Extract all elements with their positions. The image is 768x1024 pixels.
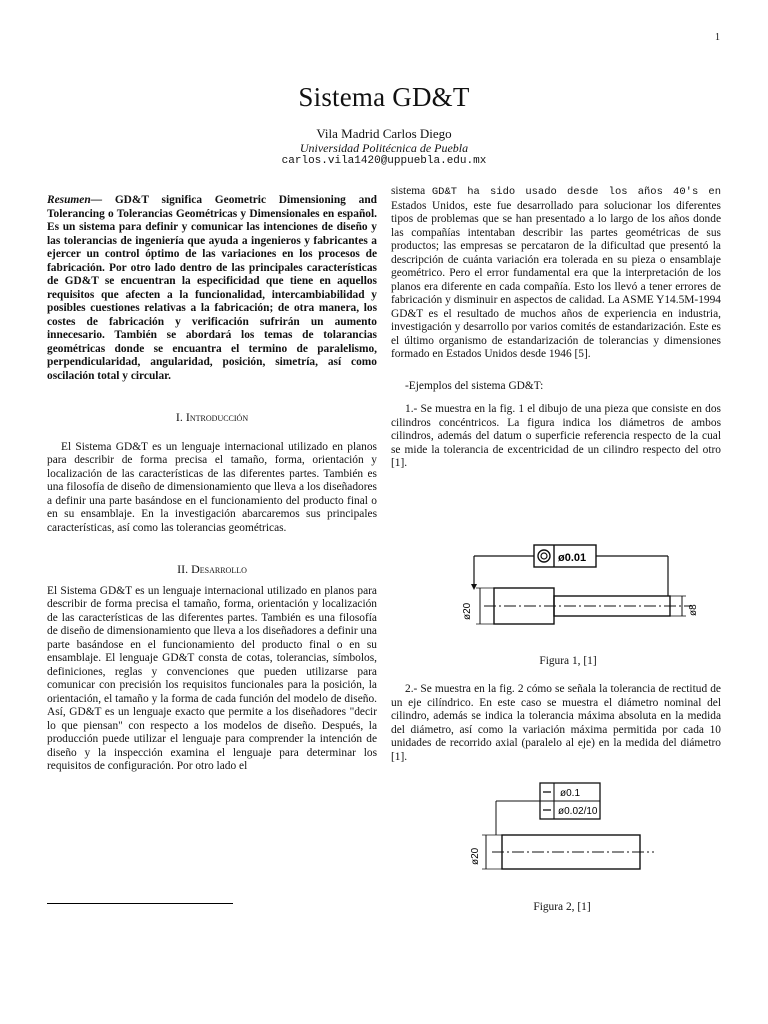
abstract-label: Resumen xyxy=(47,194,91,206)
figure-1-drawing xyxy=(456,538,726,648)
figure-1 xyxy=(456,538,726,648)
section-heading-desarrollo xyxy=(47,563,377,577)
footnote-rule xyxy=(47,903,233,904)
section-number: I. xyxy=(175,410,183,424)
dim-left-label: ø20 xyxy=(470,847,481,865)
paper-title: Sistema GD&T xyxy=(298,82,470,112)
section-title: Desarrollo xyxy=(191,562,247,576)
left-column xyxy=(47,194,377,774)
section-number: II. xyxy=(177,562,189,576)
concentricity-symbol-icon xyxy=(538,550,550,562)
frame-tolerance-text-2: ø0.02/10 xyxy=(558,806,598,817)
right-column xyxy=(391,185,721,471)
figure-2-drawing xyxy=(462,777,662,889)
examples-heading: -Ejemplos del sistema GD&T: xyxy=(405,379,544,392)
figure-1-caption: Figura 1, [1] xyxy=(539,655,597,667)
desarrollo-paragraph: El Sistema GD&T es un lenguaje internacional utilizado en planos para describir de forma precisa el tamaño, forma, orientación y localización de las características de las diferentes partes. También es una filosofía de diseño de dimensionamiento que lleva a los diseñadores a definir una parte basándose en el funcionamiento del producto final o en su ensamblaje. El lenguaje GD&T consta de cotas, tolerancias, símbolos, definiciones, reglas y convenciones que pueden utilizarse para comunicar con precisión los requisitos funcionales para la posición, la orientación, el tamaño y la forma de cada función del modelo de diseño. Así, GD&T es un lenguaje exacto que permite a los diseñadores "decir lo que piensan" con respecto a los modelos de diseño. Después, la producción puede utilizar el lenguaje para comprender la intención de diseño y la inspección examina el lenguaje para determinar los requisitos de configuración. Por otro lado el xyxy=(47,584,377,772)
lead-word: sistema xyxy=(391,185,426,197)
example-1: 1.- Se muestra en la fig. 1 el dibujo de una pieza que consiste en dos cilindros concéntricos. La figura indica los diámetros de ambos cilindros, además del datum o superficie referencia respecto de la cual se mide la tolerancia de excentricidad de un cilindro respecto del otro [1]. xyxy=(391,403,721,469)
introduction-paragraph: El Sistema GD&T es un lenguaje internacional utilizado en planos para describir de forma precisa el tamaño, forma, orientación y localización de las características de las diferentes partes. También es una filosofía de diseño de dimensionamiento que lleva a los diseñadores a definir una parte basándose en el funcionamiento del producto final o en su ensamblaje. En la investigación abarcaremos sus principales características, así como las tolerancias geométricas. xyxy=(47,440,377,534)
author-name: Vila Madrid Carlos Diego xyxy=(316,126,452,141)
example-2: 2.- Se muestra en la fig. 2 cómo se señala la tolerancia de rectitud de un eje cilíndrico. En este caso se muestra el diámetro nominal del cilindro, además se indica la tolerancia máxima absoluta en la medida del diámetro, así como la variación máxima permitida por cada 10 unidades de recorrido axial (paralelo al eje) en la medida del diámetro [1]. xyxy=(391,683,721,763)
page-number: 1 xyxy=(715,32,720,43)
section-title: Introducción xyxy=(185,410,249,424)
abstract xyxy=(47,194,377,383)
section-heading-introduccion xyxy=(47,411,377,425)
author-email[interactable]: carlos.vila1420@uppuebla.edu.mx xyxy=(281,155,487,167)
frame-tolerance-text-1: ø0.1 xyxy=(560,788,581,799)
figure-2-caption: Figura 2, [1] xyxy=(533,901,591,913)
figure-2 xyxy=(462,777,662,889)
right-column-lower xyxy=(391,683,721,764)
dim-right-label: ø8 xyxy=(688,604,699,616)
frame-tolerance-text: ø0.01 xyxy=(558,552,587,564)
history-paragraph xyxy=(391,185,721,362)
mono-run: GD&T ha sido usado desde los años 40's en xyxy=(431,186,721,198)
affiliation: Universidad Politécnica de Puebla xyxy=(299,141,469,155)
dim-left-label: ø20 xyxy=(462,602,473,620)
history-text: Estados Unidos, este fue desarrollado para solucionar los diferentes tipos de problemas que se han presentado a lo largo de los años donde las compañías intentaban describir las partes geométricas de sus productos; las empresas se percataron de la dificultad que presentó la descripción de cuánta variación era tolerada en su pieza o ensamblaje geométrico. Pero el error fundamental era que la interpretación de los planos era diferente en cada compañía. Esto los llevó a tener errores de fabricación y disminuir en aspectos de calidad. La ASME Y14.5M-1994 GD&T es el resultado de muchos años de experiencia en industria, investigación y desarrollo por varios comités de estandarización. Este es el último organismo de estandarización de tolerancias y dimensiones formado en Estados Unidos desde 1946 [5]. xyxy=(391,199,721,360)
abstract-text: — GD&T significa Geometric Dimensioning and Tolerancing o Tolerancias Geométricas y Dimensionales en español. Es un sistema para definir y comunicar las intenciones de diseño y las tolerancias de ingeniería que ayuda a ingenieros y fabricantes a ejercer un control óptimo de las variaciones en los procesos de fabricación. Por otro lado dentro de las principales características de GD&T se encuentran la especificidad que tiene en aquellos requisitos que afecten a la funcionalidad, intercambiabilidad y posibles cuestiones relativas a la fabricación; de otra manera, los costes de fabricación y verificación sufrirán un aumento innecesario. También se abordará los temas de tolarancias geométricas donde se encuantra el termino de paralelismo, perpendicularidad, angularidad, posición, simetría, así como oscilación total y circular. xyxy=(47,194,377,382)
